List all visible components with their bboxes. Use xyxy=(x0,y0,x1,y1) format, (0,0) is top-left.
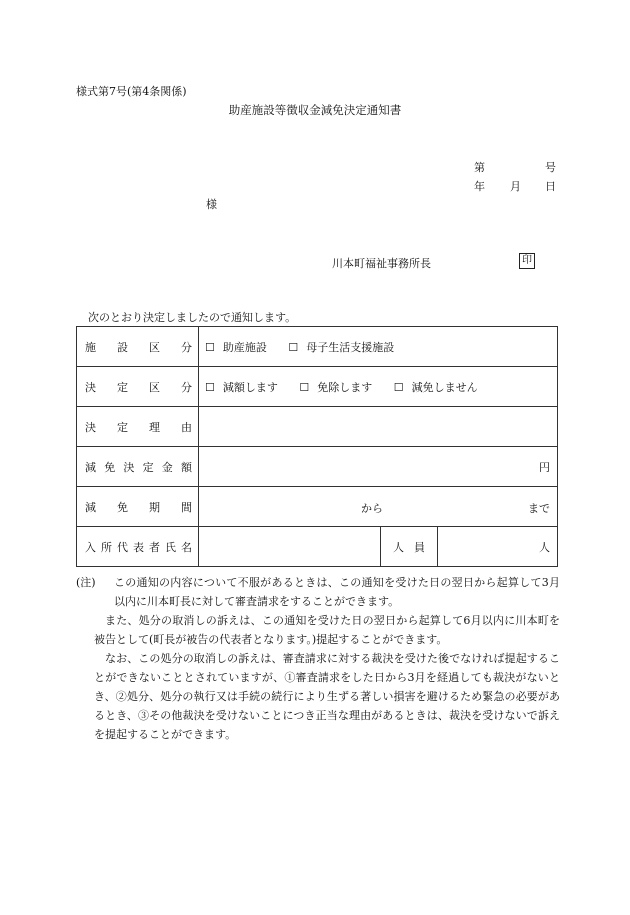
row-facility-type xyxy=(77,327,558,367)
option-no-reduction[interactable] xyxy=(394,379,478,395)
facility-options xyxy=(199,327,558,367)
note-line-2: また、処分の取消しの訴えは、この通知を受けた日の翌日から起算して6月以内に川本町を被告として(町長が被告の代表者となります。)提起することができます。 xyxy=(94,614,560,646)
row-amount xyxy=(77,447,558,487)
option-label: 免除します xyxy=(317,380,373,394)
date-month-label: 月 xyxy=(510,180,521,193)
row-decision-type xyxy=(77,367,558,407)
seal-mark: 印 xyxy=(519,253,535,269)
option-label: 助産施設 xyxy=(222,340,267,354)
row-resident xyxy=(77,527,558,567)
label-resident-name: 入所代表者氏名 xyxy=(77,527,199,567)
row-decision-reason xyxy=(77,407,558,447)
label-amount: 減免決定金額 xyxy=(77,447,199,487)
label-facility-type: 施設区分 xyxy=(77,327,199,367)
document-number-prefix: 第 xyxy=(474,161,485,174)
sender-name: 川本町福祉事務所長 xyxy=(332,257,431,270)
option-boshi-seikatsu[interactable] xyxy=(288,339,394,355)
form-number: 様式第7号(第4条関係) xyxy=(76,85,187,98)
document-number-suffix: 号 xyxy=(545,161,556,174)
date-day-label: 日 xyxy=(545,180,556,193)
resident-name-field[interactable] xyxy=(199,527,381,567)
amount-unit: 円 xyxy=(539,460,551,474)
decision-options xyxy=(199,367,558,407)
headcount-unit: 人 xyxy=(539,540,551,554)
period-field[interactable] xyxy=(199,487,558,527)
option-josan-shisetsu[interactable] xyxy=(205,339,267,355)
option-exempt[interactable] xyxy=(299,379,372,395)
notes-section xyxy=(76,573,560,744)
period-from-label: から xyxy=(361,502,383,515)
checkbox-icon[interactable]: ☐ xyxy=(205,380,215,394)
checkbox-icon[interactable]: ☐ xyxy=(288,340,299,354)
headcount-field[interactable] xyxy=(438,527,558,567)
label-decision-type: 決定区分 xyxy=(77,367,199,407)
decision-table xyxy=(76,326,558,567)
checkbox-icon[interactable]: ☐ xyxy=(299,380,310,394)
amount-field[interactable] xyxy=(199,447,558,487)
option-label: 母子生活支援施設 xyxy=(306,340,395,354)
decision-reason-field[interactable] xyxy=(199,407,558,447)
label-period: 減免期間 xyxy=(77,487,199,527)
option-label: 減免しません xyxy=(411,380,478,394)
checkbox-icon[interactable]: ☐ xyxy=(393,380,404,394)
note-first xyxy=(76,573,560,611)
row-period xyxy=(77,487,558,527)
checkbox-icon[interactable]: ☐ xyxy=(205,340,215,354)
note-line-1: この通知の内容について不服があるときは、この通知を受けた日の翌日から起算して3月以内に川本町長に対して審査請求をすることができます。 xyxy=(114,576,560,608)
note-tag: (注) xyxy=(76,576,96,589)
recipient-honorific: 様 xyxy=(206,198,217,211)
period-until-label: まで xyxy=(528,502,551,515)
option-reduce[interactable] xyxy=(205,379,278,395)
label-headcount: 人員 xyxy=(381,527,438,567)
intro-text: 次のとおり決定しましたので通知します。 xyxy=(88,311,297,324)
option-label: 減額します xyxy=(222,380,278,394)
label-decision-reason: 決定理由 xyxy=(77,407,199,447)
note-line-3: なお、この処分の取消しの訴えは、審査請求に対する裁決を受けた後でなければ提起することができないこととされていますが、①審査請求をした日から3月を経過しても裁決がないとき、②処分、処分の執行又は手続の続行により生ずる著しい損害を避けるため緊急の必要があるとき、③その他裁決を受けないことにつき正当な理由があるときは、裁決を受けないで訴えを提起することができます。 xyxy=(94,652,560,741)
date-year-label: 年 xyxy=(474,180,485,193)
document-title: 助産施設等徴収金減免決定通知書 xyxy=(228,103,402,117)
